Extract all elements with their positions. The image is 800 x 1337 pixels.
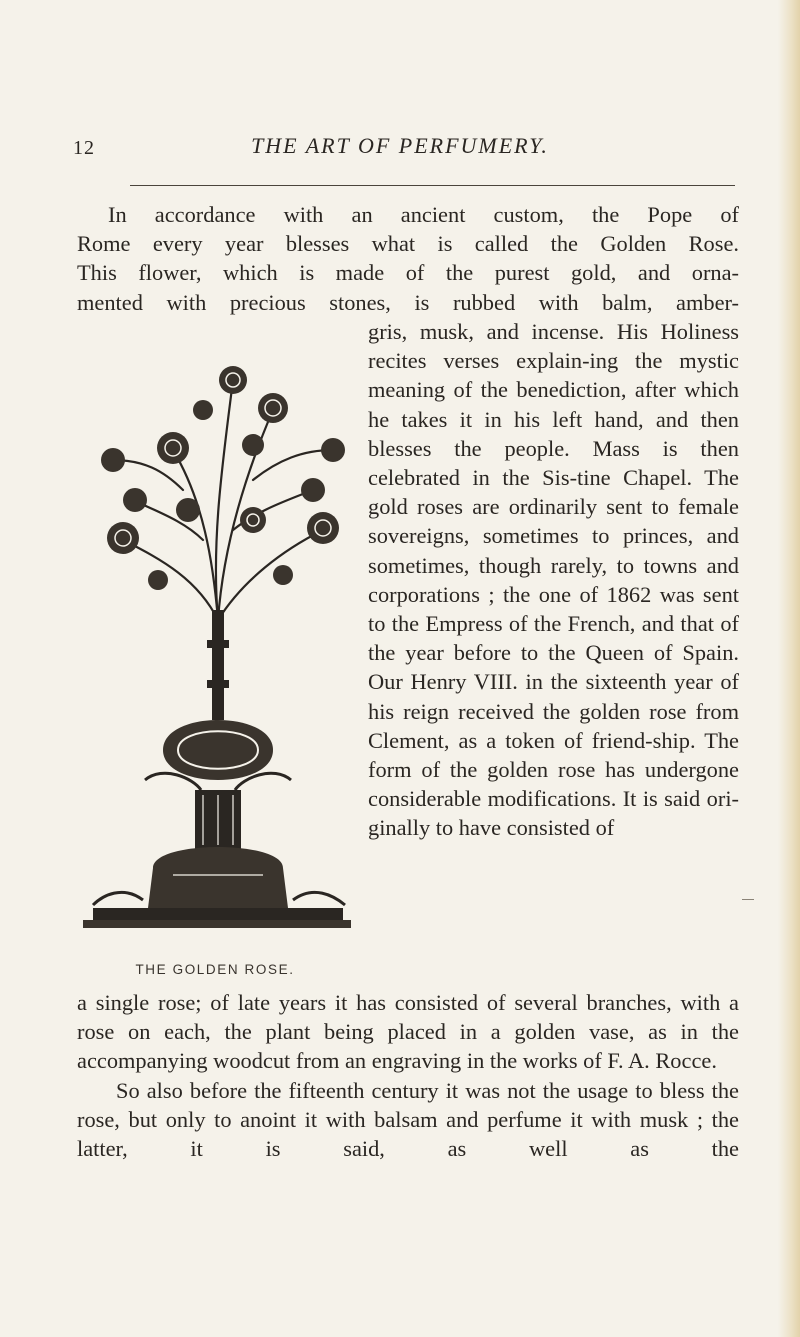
intro-line: In accordance with an ancient custom, the Pope of — [108, 202, 739, 227]
intro-line: mented with precious stones, is rubbed with balm, amber- — [77, 289, 739, 315]
continuation-text: a single rose; of late years it has consisted of several branches, with a rose on each, the plant being placed in a golden vase, as in the accompanying woodcut from an engraving in the works of F. A. Rocce. — [77, 990, 739, 1074]
figure-caption: THE GOLDEN ROSE. — [135, 962, 295, 977]
margin-mark — [742, 899, 754, 900]
intro-paragraph — [77, 200, 739, 317]
running-title: THE ART OF PERFUMERY. — [251, 133, 549, 158]
wrapped-paragraph-text: gris, musk, and incense. His Holiness recites verses explain-ing the mystic meaning of the benediction, after which he takes it in his left hand, and then blesses the people. Mass is then celebrated in the Sis-tine Chapel. The gold roses are ordinarily sent to female sovereigns, sometimes to princes, and sometimes, though rarely, to towns and corporations ; the one of 1862 was sent to the Empress of the French, and that of the year before to the Queen of Spain. Our Henry VIII. in the sixteenth year of his reign received the golden rose from Clement, as a token of friend-ship. The form of the golden rose has undergone considerable modifications. It is said ori-ginally to have consisted of — [368, 319, 739, 841]
page-number: 12 — [73, 137, 95, 159]
golden-rose-illustration — [83, 340, 353, 960]
intro-line: This flower, which is made of the purest gold, and orna- — [77, 260, 739, 286]
golden-rose-engraving-icon — [83, 340, 353, 960]
second-paragraph: So also before the fifteenth century it was not the usage to bless the rose, but only to anoint it with balsam and perfume it with musk ; the latter, it is said, as well as the — [77, 1077, 739, 1162]
page-edge — [778, 0, 800, 1337]
header-rule — [130, 185, 735, 186]
continuation-block — [77, 988, 739, 1163]
intro-line: Rome every year blesses what is called the Golden Rose. — [77, 231, 739, 257]
